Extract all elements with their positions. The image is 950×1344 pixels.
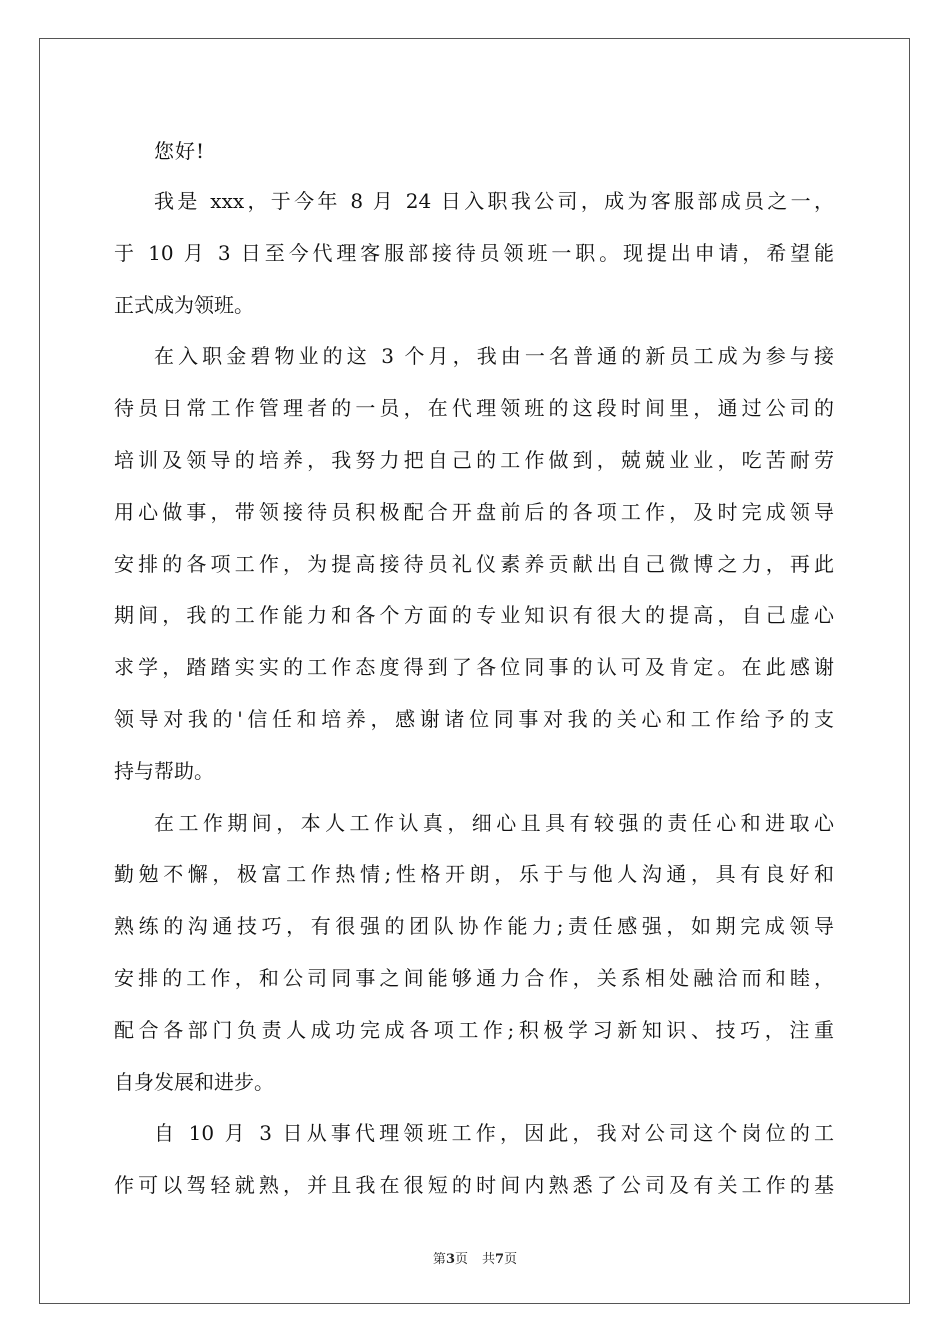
page-footer (0, 1248, 950, 1267)
total-prefix: 共 (482, 1252, 496, 1267)
text-line: 安排的各项工作，为提高接待员礼仪素养贡献出自己微博之力，再此 (114, 551, 834, 576)
total-pages: 7 (495, 1252, 505, 1267)
text-line: 作可以驾轻就熟，并且我在很短的时间内熟悉了公司及有关工作的基 (114, 1173, 834, 1198)
text-line: 熟练的沟通技巧，有很强的团队协作能力;责任感强，如期完成领导 (114, 914, 834, 939)
paragraph-3 (114, 798, 834, 1109)
page-prefix: 第 (432, 1252, 446, 1267)
text-line: 期间，我的工作能力和各个方面的专业知识有很大的提高，自己虚心 (114, 603, 834, 628)
text-line: 培训及领导的培养，我努力把自己的工作做到，兢兢业业，吃苦耐劳 (114, 447, 834, 472)
page-suffix: 页 (454, 1252, 468, 1267)
document-body (114, 126, 834, 1212)
text-line: 配合各部门负责人成功完成各项工作;积极学习新知识、技巧，注重 (114, 1017, 834, 1042)
greeting: 您好! (154, 139, 206, 163)
text-line: 在工作期间，本人工作认真，细心且具有较强的责任心和进取心 (154, 810, 834, 835)
paragraph-4 (114, 1108, 834, 1212)
total-suffix: 页 (504, 1252, 518, 1267)
text-line: 领导对我的'信任和培养，感谢诸位同事对我的关心和工作给予的支 (114, 706, 834, 731)
text-line: 正式成为领班。 (114, 292, 254, 317)
paragraph-2 (114, 331, 834, 797)
text-line: 求学，踏踏实实的工作态度得到了各位同事的认可及肯定。在此感谢 (114, 655, 834, 680)
text-line: 在入职金碧物业的这 3 个月，我由一名普通的新员工成为参与接 (154, 344, 834, 369)
text-line: 于 10 月 3 日至今代理客服部接待员领班一职。现提出申请，希望能 (114, 240, 834, 265)
text-line: 勤勉不懈，极富工作热情;性格开朗，乐于与他人沟通，具有良好和 (114, 862, 834, 887)
page-number: 3 (445, 1252, 455, 1267)
paragraph-1 (114, 176, 834, 331)
text-line: 待员日常工作管理者的一员，在代理领班的这段时间里，通过公司的 (114, 396, 834, 421)
text-line: 持与帮助。 (114, 758, 214, 783)
text-line: 自 10 月 3 日从事代理领班工作，因此，我对公司这个岗位的工 (154, 1121, 834, 1146)
text-line: 安排的工作，和公司同事之间能够通力合作，关系相处融洽而和睦， (114, 965, 834, 990)
text-line: 用心做事，带领接待员积极配合开盘前后的各项工作，及时完成领导 (114, 499, 834, 524)
text-line: 自身发展和进步。 (114, 1069, 274, 1094)
text-line: 我是 xxx，于今年 8 月 24 日入职我公司，成为客服部成员之一， (154, 189, 834, 213)
